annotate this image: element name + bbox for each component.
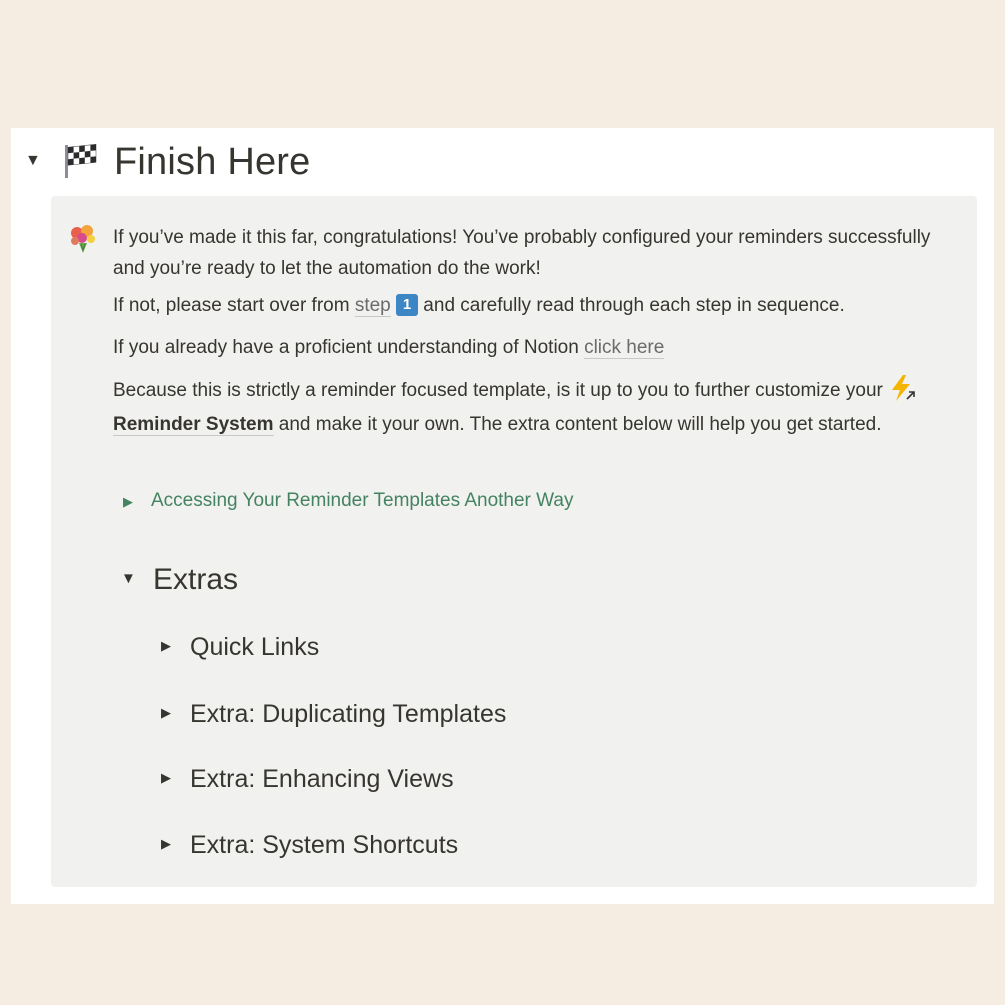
toggle-system-shortcuts[interactable] [161, 827, 761, 863]
accessing-templates-label: Accessing Your Reminder Templates Another Way [151, 490, 574, 511]
extras-heading[interactable] [121, 560, 521, 600]
step-link[interactable]: step [354, 295, 391, 316]
checkered-flag-icon [61, 142, 99, 180]
proficient-text: If you already have a proficient understanding of Notion [113, 337, 585, 358]
page-card [11, 128, 994, 904]
lightning-bolt-icon [888, 374, 918, 402]
start-over-text-after: and carefully read through each step in sequence. [418, 295, 845, 316]
page-title: Finish Here [114, 141, 311, 183]
toggle-enhancing-views[interactable] [161, 761, 761, 797]
proficient-paragraph [113, 332, 963, 363]
toggle-label: Extra: System Shortcuts [190, 831, 459, 859]
bouquet-icon [67, 222, 99, 254]
customize-text: Because this is strictly a reminder focused template, is it up to you to further customize your [113, 380, 889, 401]
toggle-collapsed-icon[interactable]: ▶ [161, 770, 171, 785]
reminder-system-mention[interactable]: Reminder System [113, 414, 274, 435]
start-over-paragraph [113, 290, 963, 321]
customize-paragraph [113, 374, 963, 442]
toggle-collapsed-icon[interactable]: ▶ [161, 705, 171, 720]
toggle-label: Extra: Duplicating Templates [190, 700, 507, 728]
toggle-label: Quick Links [190, 633, 320, 661]
toggle-duplicating-templates[interactable] [161, 696, 761, 732]
toggle-collapsed-icon[interactable]: ▶ [123, 494, 133, 509]
start-over-text: If not, please start over from [113, 295, 355, 316]
congrats-paragraph: If you’ve made it this far, congratulations! You’ve probably configured your reminders successfully and you’re ready to let the automation do the work! [113, 227, 931, 279]
toggle-quick-links[interactable] [161, 629, 761, 665]
toggle-label: Extra: Enhancing Views [190, 765, 454, 793]
toggle-expanded-icon[interactable]: ▼ [25, 152, 41, 169]
toggle-expanded-icon[interactable]: ▼ [121, 570, 136, 587]
toggle-collapsed-icon[interactable]: ▶ [161, 836, 171, 851]
toggle-collapsed-icon[interactable]: ▶ [161, 638, 171, 653]
customize-text-after: and make it your own. The extra content below will help you get started. [273, 414, 882, 435]
keycap-1-icon: 1 [396, 294, 418, 316]
extras-heading-label: Extras [153, 563, 239, 596]
click-here-link[interactable]: click here [584, 337, 665, 358]
callout-block [51, 196, 977, 887]
finish-here-heading [11, 128, 994, 194]
